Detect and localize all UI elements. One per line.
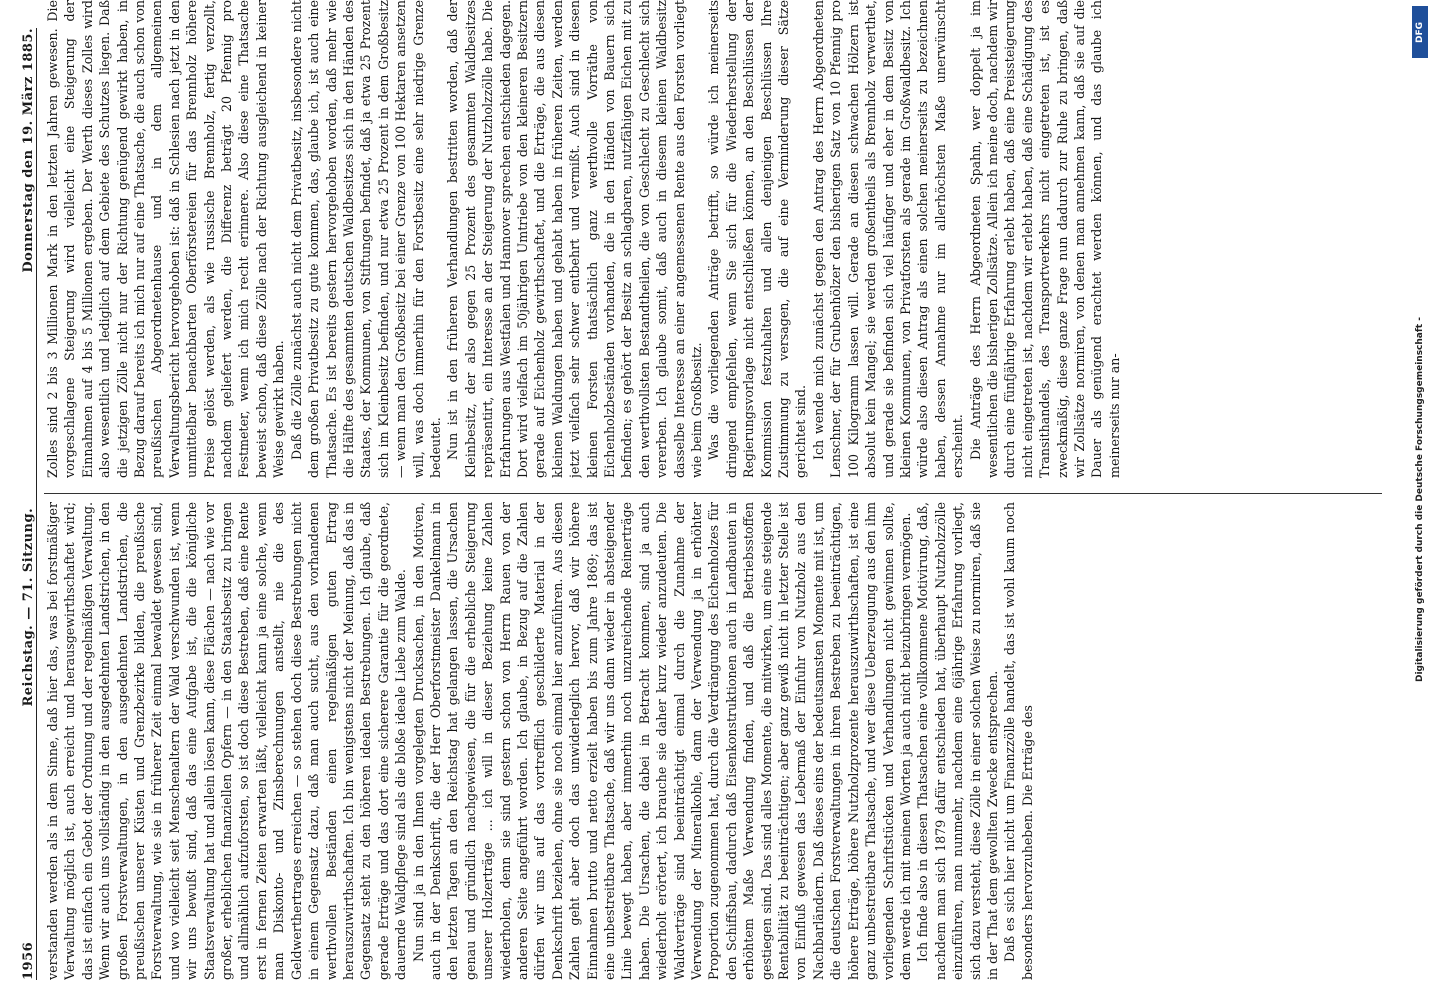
right-text-column	[44, 0, 1382, 478]
page-number: 1956	[21, 941, 36, 980]
right-paragraph: Daß die Zölle zunächst auch nicht dem Privatbesitz, insbesondere nicht dem großen Privatbesitz zu gute kommen, das, glaube ich, ist auch eine Thatsache. Es ist bereits gestern hervorgehoben worden, daß mehr wie die Hälfte des gesammten deutschen Waldbesitzes sich in den Händen des Staates, der Kommunen, von Stiftungen befindet, daß ja etwa 25 Prozent sich im Kleinbesitz befinden, und nur etwa 25 Prozent in dem Großbesitz — wenn man den Großbesitz bei einer Grenze von 100 Hektaren ansetzen will, was doch immerhin für den Forstbesitz eine sehr niedrige Grenze bedeutet.	[288, 0, 443, 478]
right-paragraph: Nun ist in den früheren Verhandlungen bestritten worden, daß der Kleinbesitz, der also gegen 25 Prozent des gesammten Waldbesitzes repräsentirt, ein Interesse an der Steigerung der Nutzholzzölle habe. Die Erfahrungen aus Westfalen und Hannover sprechen entschieden dagegen. Dort wird vielfach im 50jährigen Umtriebe von den kleineren Besitzern gerade auf Eichenholz gewirthschaftet, und die Erträge, die aus diesen kleinen Waldungen haben und gehabt haben in früheren Zeiten, werden jetzt vielfach sehr schwer entbehrt und vermißt. Auch sind in diesen kleinen Forsten thatsächlich ganz werthvolle Vorräthe von Eichenholzbeständen vorhanden, die in den Händen von Bauern sich befinden; es gehört der Besitz an schlagbaren, nutzfähigen Eichen mit zu den werthvollsten Bestandtheilen, die von Geschlecht zu Geschlecht sich vererben. Ich glaube somit, daß auch in diesem kleinen Waldbesitz dasselbe Interesse an einer angemessenen Rente aus den Forsten vorliegt wie beim Großbesitz.	[445, 0, 705, 478]
left-paragraph: verstanden werden als in dem Sinne, daß hier das, was bei forstmäßiger Verwaltung möglich ist, auch erreicht und herausgewirthschaftet wird; das ist einfach ein Gebot der Ordnung und der regelmäßigen Verwaltung. Wenn wir auch uns vollständig in den ausgedehnten Landstrichen, in den großen Forstverwaltungen, in den ausgedehnten Landstrichen, die preußischen unserer Küsten und Grenzbezirke bilden, die preußische Forstverwaltung, wie sie in früherer Zeit einmal bewaldet gewesen sind, und wo vielleicht seit Menschenaltern der Wald verschwunden ist, wenn wir uns bewußt sind, daß das eine Aufgabe ist, die die königliche Staatsverwaltung hat und allein lösen kann, diese Flächen — nach wie vor großer, erheblichen finanziellen Opfern — in den Staatsbesitz zu bringen und allmählich aufzuforsten, so ist doch diese Bestreben, daß eine Rente erst in fernen Zeiten erwarten läßt, vielleicht kann ja eine solche, wenn man Diskonto- und Zinsberechnungen anstellt, nie die des Geldwerthertrages erreichen — so stehen doch diese Bestrebungen nicht in einem Gegensatz dazu, daß man auch sucht, aus den vorhandenen werthvollen Beständen einen regelmäßigen guten Ertrag herauszuwirthschaften. Ich bin wenigstens nicht der Meinung, daß das in Gegensatz steht zu den höheren idealen Bestrebungen. Ich glaube, daß gerade Erträge und das dort eine sicherere Garantie für die geordnete, dauernde Waldpflege sind als die bloße ideale Liebe zum Walde.	[45, 502, 409, 980]
right-paragraph: Was die vorliegenden Anträge betrifft, so würde ich meinerseits dringend empfehlen, wenn Sie sich für die Wiederherstellung der Regierungsvorlage nicht entschließen können, an den Beschlüssen der Kommission festzuhalten und allen denjenigen Beschlüssen Ihre Zustimmung zu versagen, die auf eine Verminderung dieser Sätze gerichtet sind.	[706, 0, 809, 478]
right-paragraph: Zolles sind 2 bis 3 Millionen Mark in den letzten Jahren gewesen. Die vorgeschlagene Steigerung wird vielleicht eine Steigerung der Einnahmen auf 4 bis 5 Millionen ergeben. Der Werth dieses Zolles wird also wesentlich und lediglich auf dem Gebiete des Schutzes liegen. Daß die jetzigen Zölle nicht nur der Richtung genügend gewirkt haben, in Bezug darauf bereits ich mich nur auf eine Thatsache, die auch schon von preußischen Abgeordnetenhause und in dem allgemeinen Verwaltungsbericht hervorgehoben ist: daß in Schlesien nach jetzt in den unmittelbar benachbarten Oberförstereien für das Brennholz höhere Preise gelöst werden, als wie russische Brennholz, fertig verzollt, nachdem geliefert werden, die Differenz beträgt 20 Pfennig pro Festmeter, wenn ich mich recht erinnere. Also diese eine Thatsache beweist schon, daß diese Zölle nach der Richtung ausgleichend in keiner Weise gewirkt haben.	[45, 0, 287, 478]
session-date: Donnerstag den 19. März 1885.	[21, 28, 36, 273]
right-paragraph: Die Anträge des Herrn Abgeordneten Spahn, wer doppelt ja im wesentlichen die bisherigen Zollsätze. Allein ich meine doch, nachdem wir durch eine fünfjährige Erfahrung erlebt haben, daß eine Preissteigerung nicht eingetreten ist, nachdem wir erlebt haben, daß eine Schädigung des Transithandels, des Transportverkehrs nicht eingetreten ist, ist es zweckmäßig, diese ganze Frage nun dadurch zur Ruhe zu bringen, daß wir Zollsätze normiren, von denen man annehmen kann, daß sie auf die Dauer als genügend erachtet werden können, und das glaube ich meinerseits nur an-	[967, 0, 1122, 478]
running-header	[10, 28, 37, 980]
left-paragraph: Nun sind ja in den Ihnen vorgelegten Drucksachen, in den Motiven, auch in der Denkschrift, die der Herr Oberforstmeister Dankelmann in den letzten Tagen an den Reichstag hat gelangen lassen, die Ursachen genau und gründlich nachgewiesen, die für die erhebliche Steigerung unserer Holzerträge ... ich will in dieser Beziehung keine Zahlen wiederholen, denn sie sind gestern schon von Herrn Rauen von der anderen Seite angeführt worden. Ich glaube, in Bezug auf die Zahlen dürfen wir uns auf das vortrefflich geschilderte Material in der Denkschrift beziehen, ohne sie noch einmal hier anzuführen. Aus diesen Zahlen geht aber doch das unwiderleglich hervor, daß wir höhere Einnahmen brutto und netto erzielt haben bis zum Jahre 1869; das ist eine unbestreitbare Thatsache, daß wir uns dann wieder in absteigender Linie bewegt haben, aber immerhin noch unzureichende Reinerträge haben. Die Ursachen, die dabei in Betracht kommen, sind ja auch wiederholt erörtert, ich brauche sie daher kurz wieder anzudeuten. Die Waldverträge sind beeinträchtigt einmal durch die Zunahme der Verwendung der Mineralkohle, dann der Verwendung ja in erhöhter Proportion zugenommen hat, durch die Verdrängung des Eichenholzes für den Schiffsbau, dadurch daß Eisenkonstruktionen auch in Landbauten in erhöhtem Maße Verwendung finden, und daß die Betriebsstoffen gestiegen sind. Das sind alles Momente, die mitwirken, um eine steigende Rentabilität zu beeinträchtigen; aber ganz gewiß nicht in letzter Stelle ist von Einfluß gewesen das Lebermaß der Einfuhr von Nutzholz aus den Nachbarländern. Daß dieses eins der bedeutsamsten Momente mit ist, um die deutschen Forstverwaltungen in ihren Bestreben zu beeinträchtigen, höhere Erträge, höhere Nutzholzprozente herauszuwirthschaften, ist eine ganz unbestreitbare Thatsache, und wer diese Ueberzeugung aus den ihm vorliegenden Schriftstücken und Verhandlungen nicht gewinnen sollte, dem werde ich mit meinen Worten ja auch nicht beizubringen vermögen.	[410, 502, 913, 980]
column-divider	[44, 493, 1382, 494]
digitization-credit: Digitalisierung gefördert durch die Deutsche Forschungsgemeinschaft -	[1415, 317, 1425, 682]
right-paragraph: Ich wende mich zunächst gegen den Antrag des Herrn Abgeordneten Lenschner, der für Grubenhölzer den bisherigen Satz von 10 Pfennig pro 100 Kilogramm lassen will. Gerade an diesen schwachen Hölzern ist absolut kein Mangel; sie werden großentheils als Brennholz verwerthet, und gerade sie befinden sich viel häufiger und eher in dem Besitz von kleinen Kommunen, von Privatforsten als gerade im Großwaldbesitz. Ich würde also diesen Antrag als einen solchen meinerseits zu bezeichnen haben, dessen Annahme nur im allerhöchsten Maße unerwünscht erscheint.	[810, 0, 966, 478]
dfg-logo-text: DFG	[1415, 21, 1425, 43]
left-paragraph: Daß es sich hier nicht um Finanzzölle handelt, das ist wohl kaum noch besonders hervorzuheben. Die Erträge des	[1002, 502, 1035, 980]
digitization-sidebar	[1408, 6, 1430, 994]
dfg-logo	[1412, 6, 1428, 58]
left-text-column	[44, 502, 1382, 980]
left-paragraph: Ich finde also in diesen Thatsachen eine vollkommene Motivirung, daß, nachdem man sich 1879 dafür entschieden hat, überhaupt Nutzholzzölle einzuführen, man nunmehr, nachdem eine 6jährige Erfahrung vorliegt, sich dazu versteht, diese Zölle in einer solchen Weise zu normiren, daß sie in der That dem gewollten Zwecke entsprechen.	[915, 502, 1000, 980]
session-title: Reichstag. — 71. Sitzung.	[21, 507, 36, 707]
